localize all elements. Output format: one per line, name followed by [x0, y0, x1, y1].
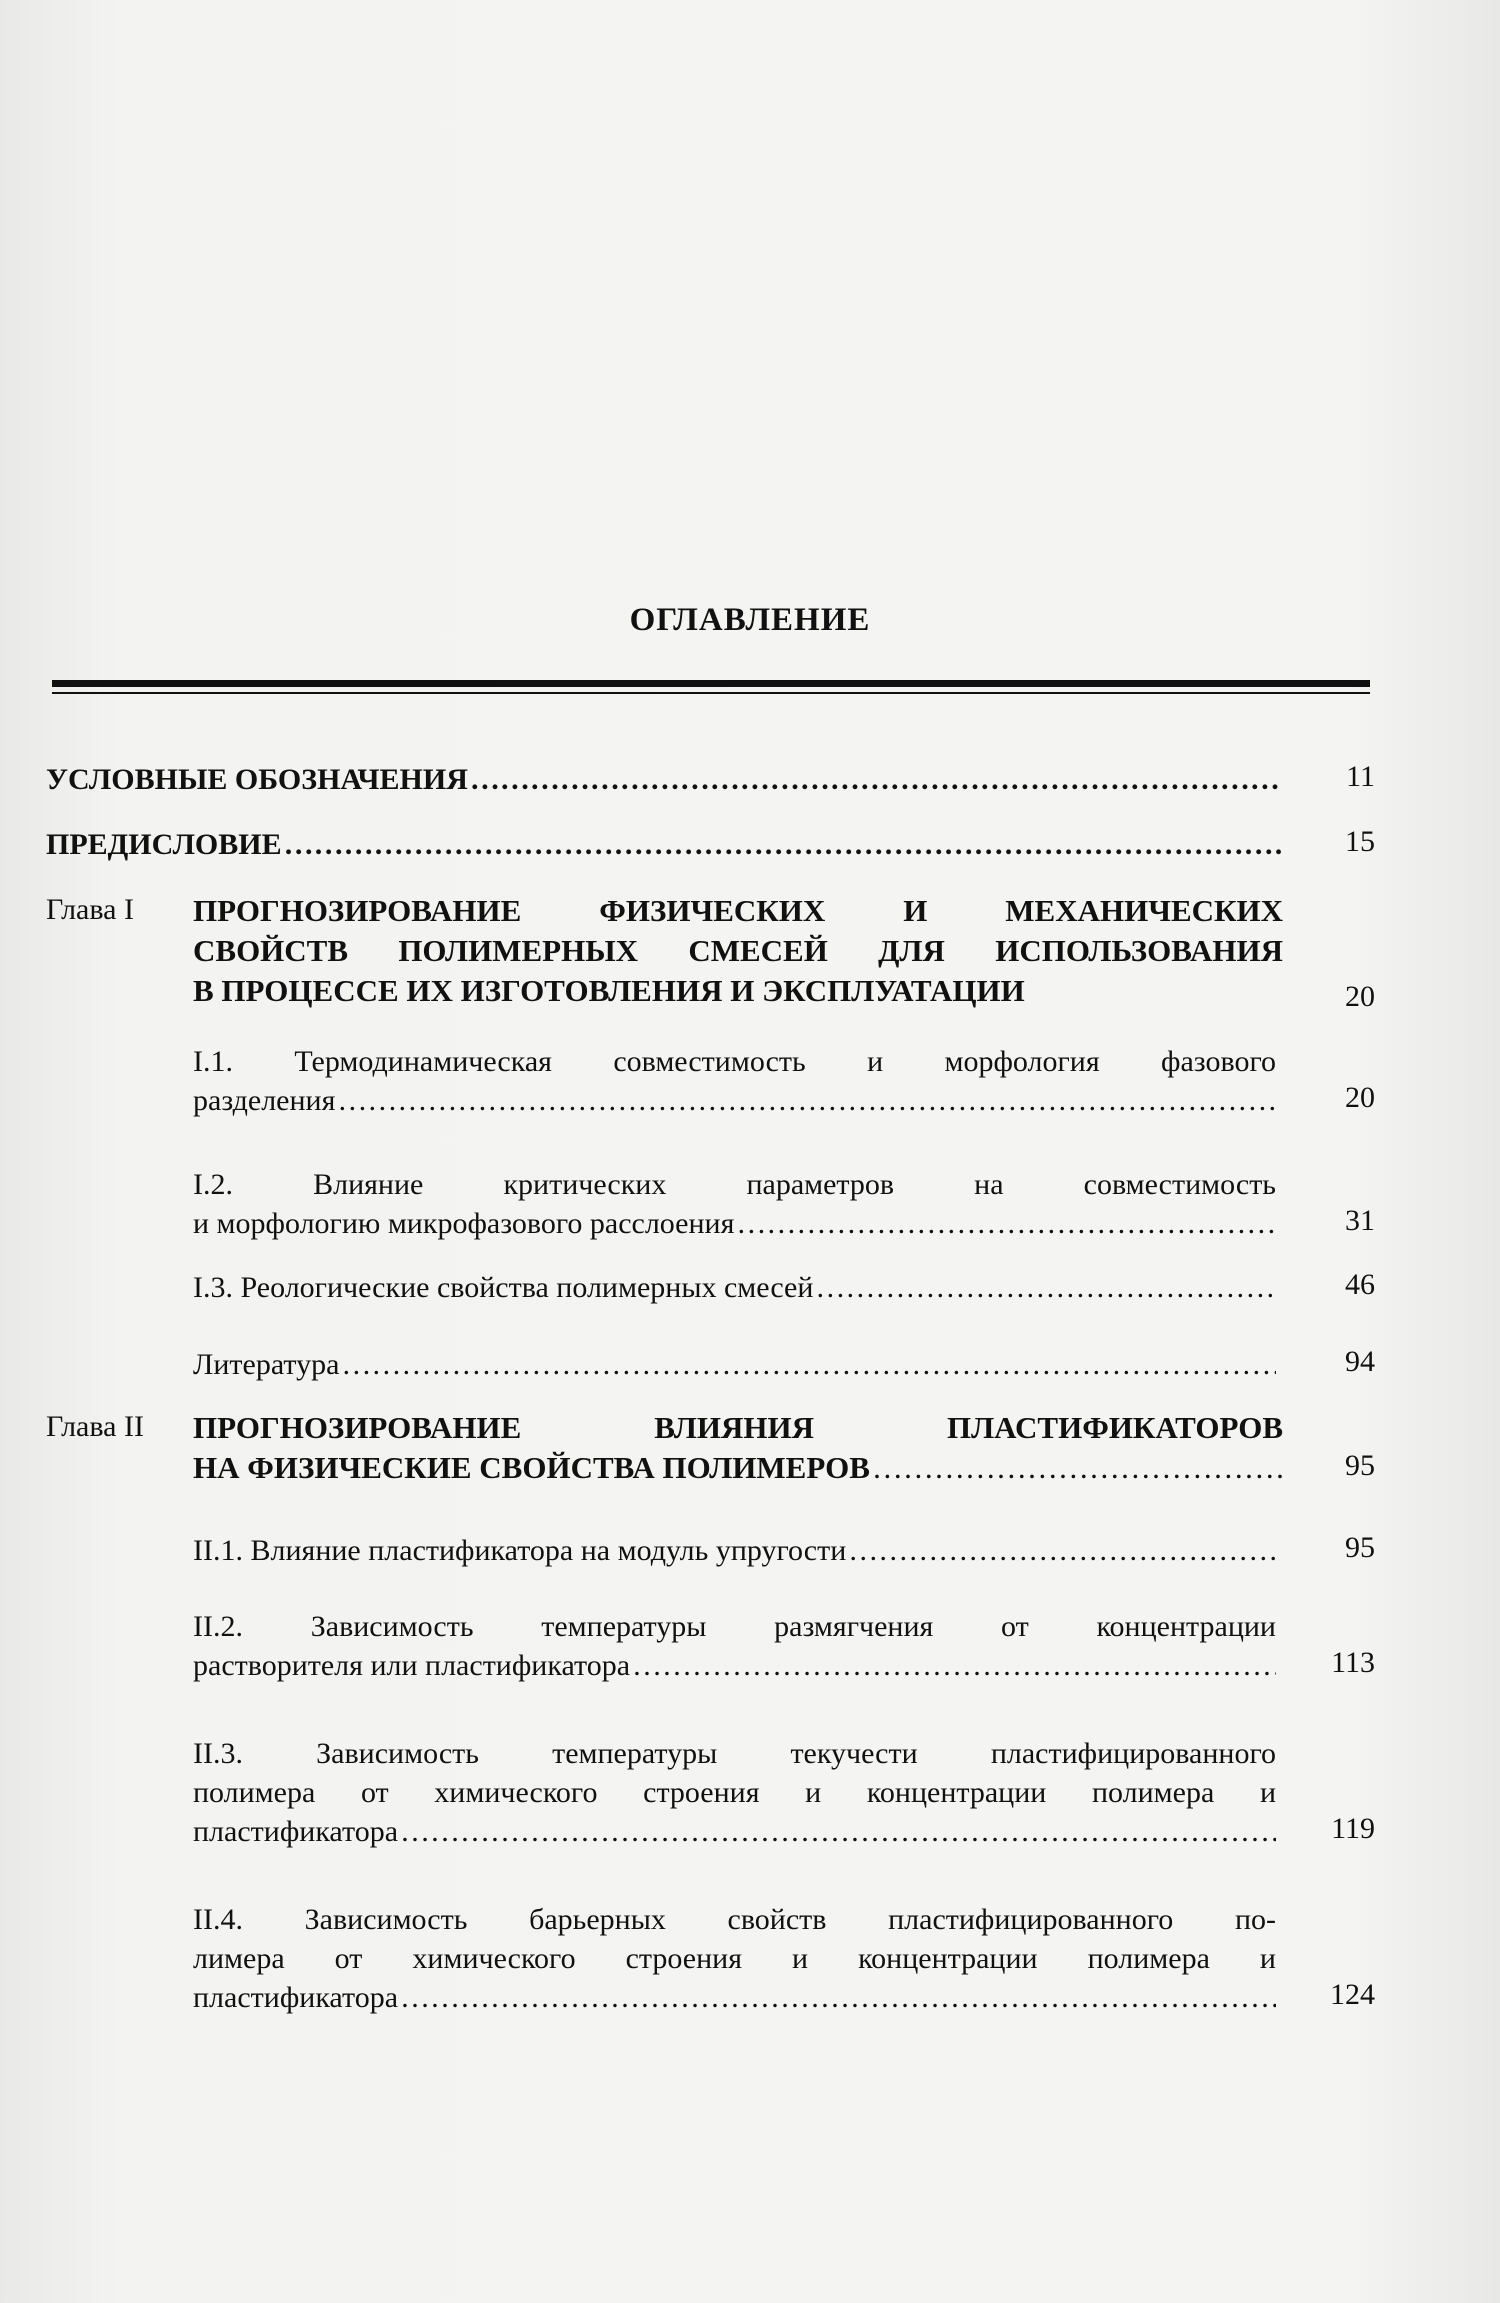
- toc-entry-preface[interactable]: [46, 825, 1281, 864]
- section-line: полимера от химического строения и концентрации полимера и: [193, 1776, 1276, 1809]
- toc-page-number: 46: [1345, 1268, 1375, 1301]
- toc-page-number: 94: [1345, 1345, 1375, 1378]
- chapter-title[interactable]: [193, 1408, 1283, 1488]
- section-last-line: и морфологию микрофазового расслоения: [193, 1207, 735, 1240]
- leader-dots: [632, 1646, 1276, 1685]
- toc-section[interactable]: [193, 1345, 1276, 1384]
- toc-entry-label: ПРЕДИСЛОВИЕ: [46, 828, 282, 861]
- toc-page-number: 15: [1345, 825, 1375, 858]
- section-last-line: разделения: [193, 1084, 336, 1117]
- toc-section[interactable]: [193, 1531, 1276, 1570]
- chapter-title-line: ПРОГНОЗИРОВАНИЕ ВЛИЯНИЯ ПЛАСТИФИКАТОРОВ: [193, 1410, 1283, 1445]
- toc-section[interactable]: [193, 1165, 1276, 1243]
- toc-page-number: 95: [1345, 1531, 1375, 1564]
- section-last-line: Литература: [193, 1348, 340, 1381]
- leader-dots: [284, 825, 1281, 864]
- chapter-title-line: В ПРОЦЕССЕ ИХ ИЗГОТОВЛЕНИЯ И ЭКСПЛУАТАЦИИ: [193, 973, 1025, 1008]
- chapter-title[interactable]: [193, 891, 1283, 1011]
- toc-page-number: 113: [1331, 1646, 1375, 1679]
- toc-section[interactable]: [193, 1734, 1276, 1851]
- toc-page-number: 20: [1345, 1081, 1375, 1114]
- section-line: I.1. Термодинамическая совместимость и морфология фазового: [193, 1045, 1276, 1078]
- toc-page-number: 119: [1331, 1812, 1375, 1845]
- leader-dots: [872, 1448, 1283, 1488]
- leader-dots: [736, 1204, 1276, 1243]
- section-last-line: пластификатора: [193, 1815, 399, 1848]
- toc-page-number: 31: [1345, 1204, 1375, 1237]
- page-title: ОГЛАВЛЕНИЕ: [629, 602, 871, 638]
- toc-entry-label: УСЛОВНЫЕ ОБОЗНАЧЕНИЯ: [46, 763, 468, 796]
- leader-dots: [400, 1978, 1276, 2017]
- section-line: II.4. Зависимость барьерных свойств пластифицированного по-: [193, 1903, 1276, 1936]
- section-line: I.2. Влияние критических параметров на совместимость: [193, 1168, 1276, 1201]
- chapter-title-line-wrap: [193, 1448, 1283, 1488]
- leader-dots: [337, 1081, 1276, 1120]
- toc-section[interactable]: [193, 1607, 1276, 1685]
- leader-dots: [470, 760, 1281, 799]
- section-line: II.2. Зависимость температуры размягчения от концентрации: [193, 1610, 1276, 1643]
- chapter-label: Глава I: [46, 893, 134, 926]
- leader-dots: [815, 1268, 1276, 1307]
- section-line: II.3. Зависимость температуры текучести пластифицированного: [193, 1737, 1276, 1770]
- toc-section[interactable]: [193, 1900, 1276, 2017]
- title-rule-thin: [52, 692, 1370, 694]
- section-last-line: I.3. Реологические свойства полимерных смесей: [193, 1271, 814, 1304]
- toc-page-number: 95: [1345, 1449, 1375, 1482]
- chapter-title-line: СВОЙСТВ ПОЛИМЕРНЫХ СМЕСЕЙ ДЛЯ ИСПОЛЬЗОВАНИЯ: [193, 933, 1283, 968]
- title-rule-thick: [52, 680, 1370, 687]
- section-last-line: пластификатора: [193, 1981, 399, 2014]
- chapter-label: Глава II: [46, 1410, 144, 1443]
- toc-page-number: 11: [1346, 760, 1375, 793]
- toc-page-number: 20: [1345, 980, 1375, 1013]
- toc-section[interactable]: [193, 1042, 1276, 1120]
- section-last-line: II.1. Влияние пластификатора на модуль упругости: [193, 1534, 847, 1567]
- toc-section[interactable]: [193, 1268, 1276, 1307]
- leader-dots: [848, 1531, 1276, 1570]
- chapter-title-line: ПРОГНОЗИРОВАНИЕ ФИЗИЧЕСКИХ И МЕХАНИЧЕСКИХ: [193, 893, 1283, 928]
- leader-dots: [341, 1345, 1276, 1384]
- toc-entry-symbols[interactable]: [46, 760, 1281, 799]
- toc-page-number: 124: [1330, 1978, 1375, 2011]
- section-line: лимера от химического строения и концентрации полимера и: [193, 1942, 1276, 1975]
- section-last-line: растворителя или пластификатора: [193, 1649, 631, 1682]
- leader-dots: [400, 1812, 1276, 1851]
- chapter-title-line: НА ФИЗИЧЕСКИЕ СВОЙСТВА ПОЛИМЕРОВ: [193, 1450, 870, 1485]
